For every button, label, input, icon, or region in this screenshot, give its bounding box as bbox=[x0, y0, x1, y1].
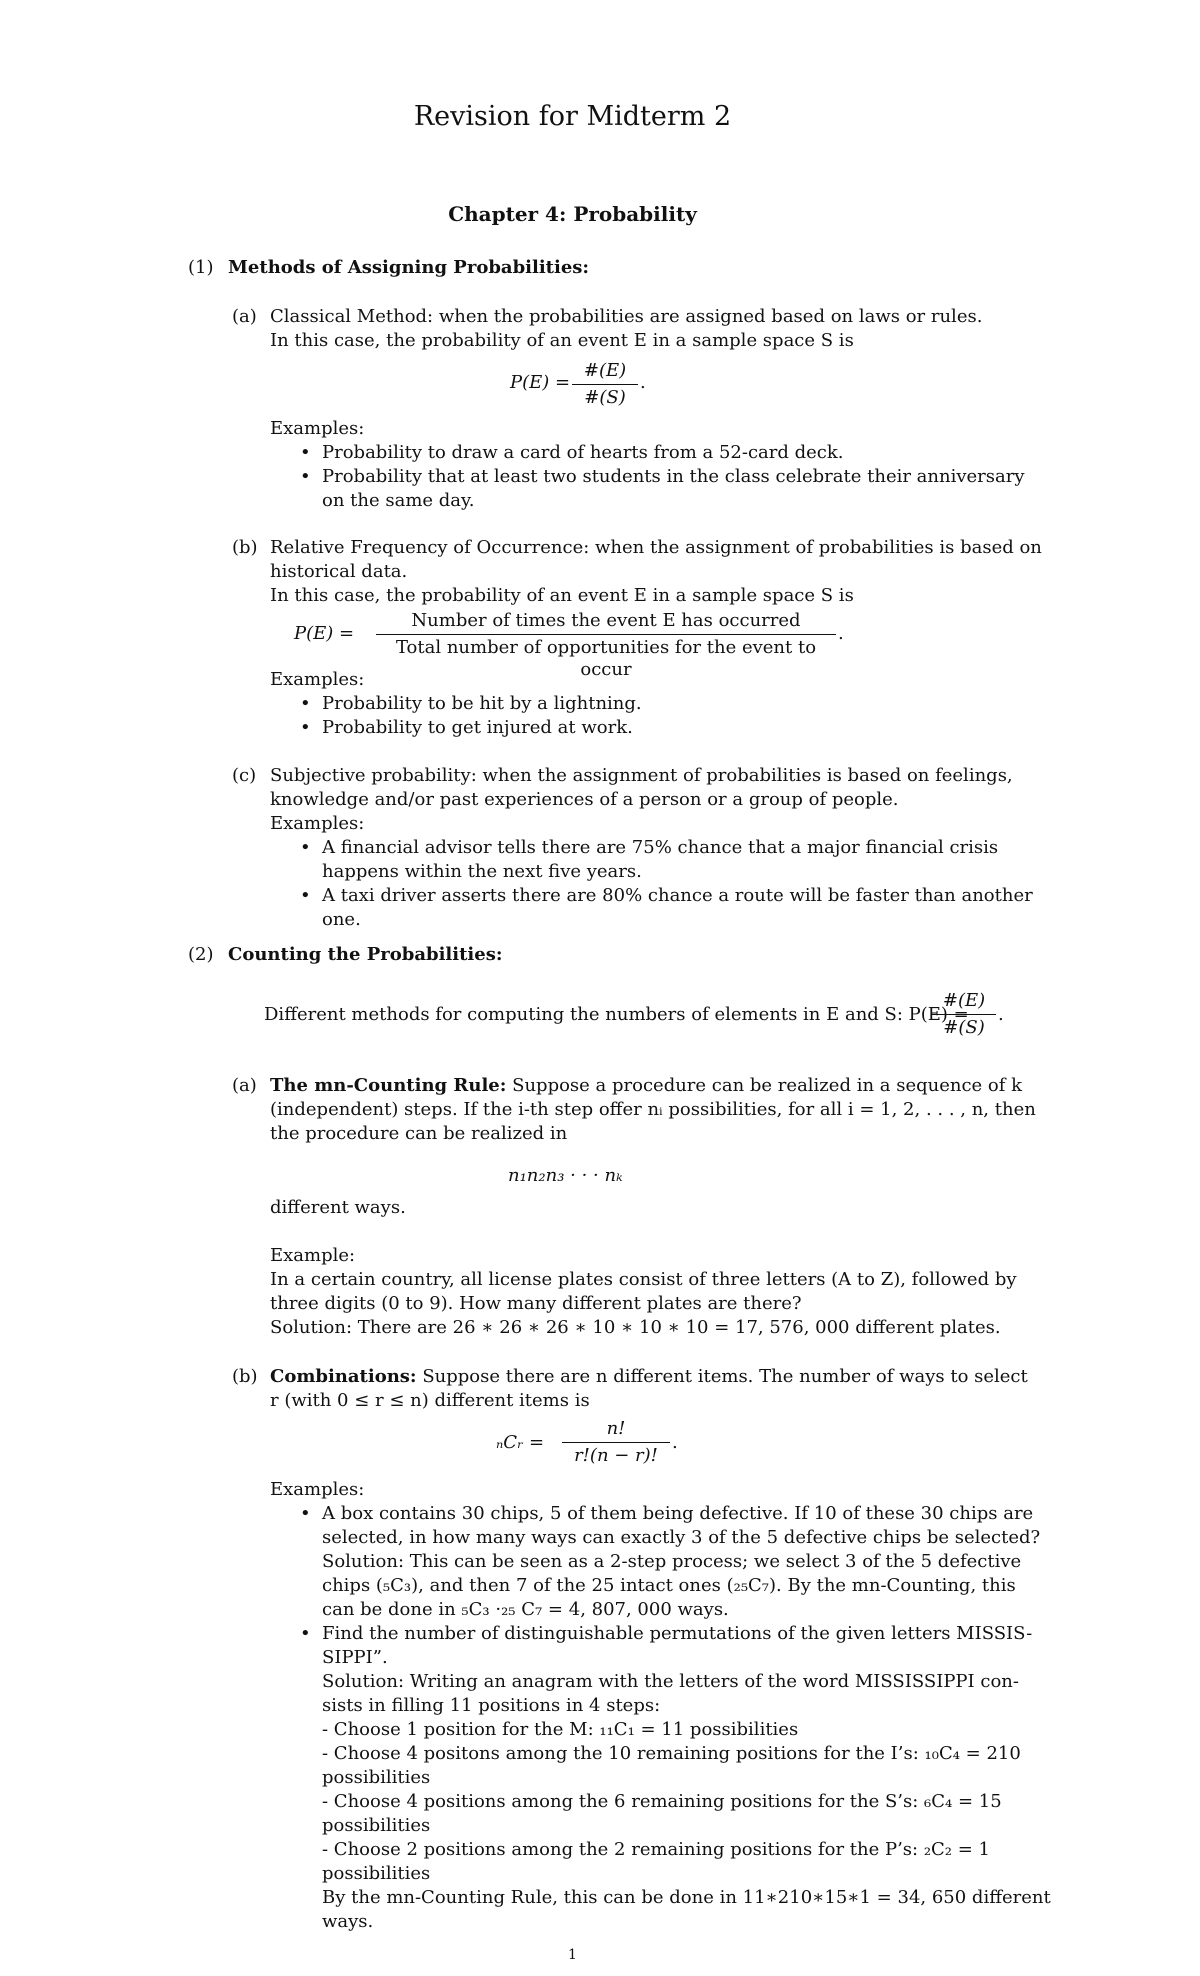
formula-lhs: ₙCᵣ = bbox=[496, 1432, 545, 1453]
example-item-cont: - Choose 4 positons among the 10 remaining positions for the I’s: ₁₀C₄ = 210 bbox=[322, 1743, 1021, 1764]
formula: n₁n₂n₃ · · · nₖ bbox=[508, 1165, 623, 1186]
example-item-cont: sists in filling 11 positions in 4 steps: bbox=[322, 1695, 661, 1716]
item-1a-line: In this case, the probability of an event E in a sample space S is bbox=[270, 330, 854, 351]
item-2b-term: Combinations: bbox=[270, 1366, 417, 1387]
example-item-cont: happens within the next five years. bbox=[322, 861, 642, 882]
example-item-cont: Solution: This can be seen as a 2-step process; we select 3 of the 5 defective bbox=[322, 1551, 1022, 1572]
fraction-bar bbox=[572, 384, 638, 385]
item-1b-line: historical data. bbox=[270, 561, 408, 582]
item-1c-label: (c) bbox=[232, 765, 257, 786]
fraction-denominator: #(S) bbox=[584, 387, 626, 408]
item-1a-line: Classical Method: when the probabilities are assigned based on laws or rules. bbox=[270, 306, 983, 327]
item-2b-line: r (with 0 ≤ r ≤ n) different items is bbox=[270, 1390, 590, 1411]
fraction-numerator: n! bbox=[606, 1418, 626, 1439]
formula-lhs: P(E) = bbox=[294, 623, 355, 644]
example-item: • A box contains 30 chips, 5 of them being defective. If 10 of these 30 chips are bbox=[322, 1503, 1033, 1525]
formula-fraction bbox=[562, 1418, 670, 1467]
formula-end: . bbox=[998, 1004, 1004, 1025]
formula-fraction bbox=[932, 990, 996, 1039]
fraction-denominator: #(S) bbox=[943, 1017, 985, 1038]
example-item: • Probability to draw a card of hearts from a 52-card deck. bbox=[322, 442, 844, 464]
formula-fraction bbox=[572, 360, 638, 409]
item-2b-line bbox=[270, 1366, 1028, 1388]
example-item-cont: can be done in ₅C₃ ·₂₅ C₇ = 4, 807, 000 ways. bbox=[322, 1599, 729, 1620]
page-number: 1 bbox=[568, 1947, 577, 1963]
item-2a-line: (independent) steps. If the i-th step offer nᵢ possibilities, for all i = 1, 2, . . . , n, then bbox=[270, 1099, 1036, 1120]
item-1b-label: (b) bbox=[232, 537, 258, 558]
item-2b-text: Suppose there are n different items. The number of ways to select bbox=[422, 1366, 1028, 1387]
example-item-cont: By the mn-Counting Rule, this can be done in 11∗210∗15∗1 = 34, 650 different bbox=[322, 1887, 1051, 1908]
example-item-cont: ways. bbox=[322, 1911, 374, 1932]
section-2-intro: Different methods for computing the numbers of elements in E and S: P(E) = bbox=[264, 1004, 969, 1025]
fraction-bar bbox=[932, 1014, 996, 1015]
examples-label: Examples: bbox=[270, 813, 365, 834]
item-1c-line: Subjective probability: when the assignment of probabilities is based on feelings, bbox=[270, 765, 1013, 786]
example-line: three digits (0 to 9). How many different plates are there? bbox=[270, 1293, 802, 1314]
formula-fraction bbox=[376, 610, 836, 681]
item-1b-line: Relative Frequency of Occurrence: when the assignment of probabilities is based on bbox=[270, 537, 1042, 558]
example-item-cont: Solution: Writing an anagram with the letters of the word MISSISSIPPI con- bbox=[322, 1671, 1019, 1692]
section-2-heading: Counting the Probabilities: bbox=[228, 944, 503, 965]
section-1-heading: Methods of Assigning Probabilities: bbox=[228, 257, 590, 278]
example-item: • Probability that at least two students in the class celebrate their anniversary bbox=[322, 466, 1025, 488]
examples-label: Examples: bbox=[270, 418, 365, 439]
fraction-denominator: r!(n − r)! bbox=[574, 1445, 658, 1466]
example-item: • Find the number of distinguishable permutations of the given letters MISSIS- bbox=[322, 1623, 1032, 1645]
fraction-bar bbox=[562, 1442, 670, 1443]
fraction-numerator: #(E) bbox=[942, 990, 986, 1011]
example-line: Solution: There are 26 ∗ 26 ∗ 26 ∗ 10 ∗ 10 ∗ 10 = 17, 576, 000 different plates. bbox=[270, 1317, 1001, 1338]
item-2a-text: Suppose a procedure can be realized in a sequence of k bbox=[512, 1075, 1023, 1096]
example-item-cont: SIPPI”. bbox=[322, 1647, 388, 1668]
fraction-numerator: Number of times the event E has occurred bbox=[411, 610, 801, 631]
fraction-numerator: #(E) bbox=[583, 360, 627, 381]
formula-end: . bbox=[640, 372, 646, 393]
example-item-cont: one. bbox=[322, 909, 361, 930]
example-item: • A taxi driver asserts there are 80% chance a route will be faster than another bbox=[322, 885, 1033, 907]
item-1b-line: In this case, the probability of an event E in a sample space S is bbox=[270, 585, 854, 606]
fraction-bar bbox=[376, 634, 836, 635]
example-line: In a certain country, all license plates consist of three letters (A to Z), followed by bbox=[270, 1269, 1017, 1290]
example-item-cont: possibilities bbox=[322, 1863, 431, 1884]
item-2a-line: different ways. bbox=[270, 1197, 406, 1218]
item-2b-label: (b) bbox=[232, 1366, 258, 1387]
example-item: • Probability to be hit by a lightning. bbox=[322, 693, 642, 715]
item-1c-line: knowledge and/or past experiences of a person or a group of people. bbox=[270, 789, 899, 810]
example-item-cont: - Choose 4 positions among the 6 remaining positions for the S’s: ₆C₄ = 15 bbox=[322, 1791, 1002, 1812]
example-item: • A financial advisor tells there are 75% chance that a major financial crisis bbox=[322, 837, 998, 859]
fraction-denominator: Total number of opportunities for the event to occur bbox=[395, 637, 817, 680]
example-item-cont: selected, in how many ways can exactly 3 of the 5 defective chips be selected? bbox=[322, 1527, 1041, 1548]
section-2-label: (2) bbox=[188, 944, 214, 965]
formula-end: . bbox=[672, 1432, 678, 1453]
example-item-cont: - Choose 1 position for the M: ₁₁C₁ = 11 possibilities bbox=[322, 1719, 799, 1740]
example-label: Example: bbox=[270, 1245, 356, 1266]
example-item: • Probability to get injured at work. bbox=[322, 717, 633, 739]
item-2a-line bbox=[270, 1075, 1022, 1097]
item-2a-line: the procedure can be realized in bbox=[270, 1123, 568, 1144]
example-item-cont: on the same day. bbox=[322, 490, 475, 511]
example-item-cont: possibilities bbox=[322, 1815, 431, 1836]
chapter-heading: Chapter 4: Probability bbox=[448, 202, 697, 226]
examples-label: Examples: bbox=[270, 1479, 365, 1500]
example-item-cont: - Choose 2 positions among the 2 remaining positions for the P’s: ₂C₂ = 1 bbox=[322, 1839, 991, 1860]
section-1-label: (1) bbox=[188, 257, 214, 278]
examples-label: Examples: bbox=[270, 669, 365, 690]
item-2a-label: (a) bbox=[232, 1075, 257, 1096]
item-2a-term: The mn-Counting Rule: bbox=[270, 1075, 507, 1096]
page-title: Revision for Midterm 2 bbox=[413, 101, 732, 132]
item-1a-label: (a) bbox=[232, 306, 257, 327]
example-item-cont: chips (₅C₃), and then 7 of the 25 intact ones (₂₅C₇). By the mn-Counting, this bbox=[322, 1575, 1016, 1596]
example-item-cont: possibilities bbox=[322, 1767, 431, 1788]
formula-lhs: P(E) = bbox=[510, 372, 571, 393]
formula-end: . bbox=[838, 623, 844, 644]
